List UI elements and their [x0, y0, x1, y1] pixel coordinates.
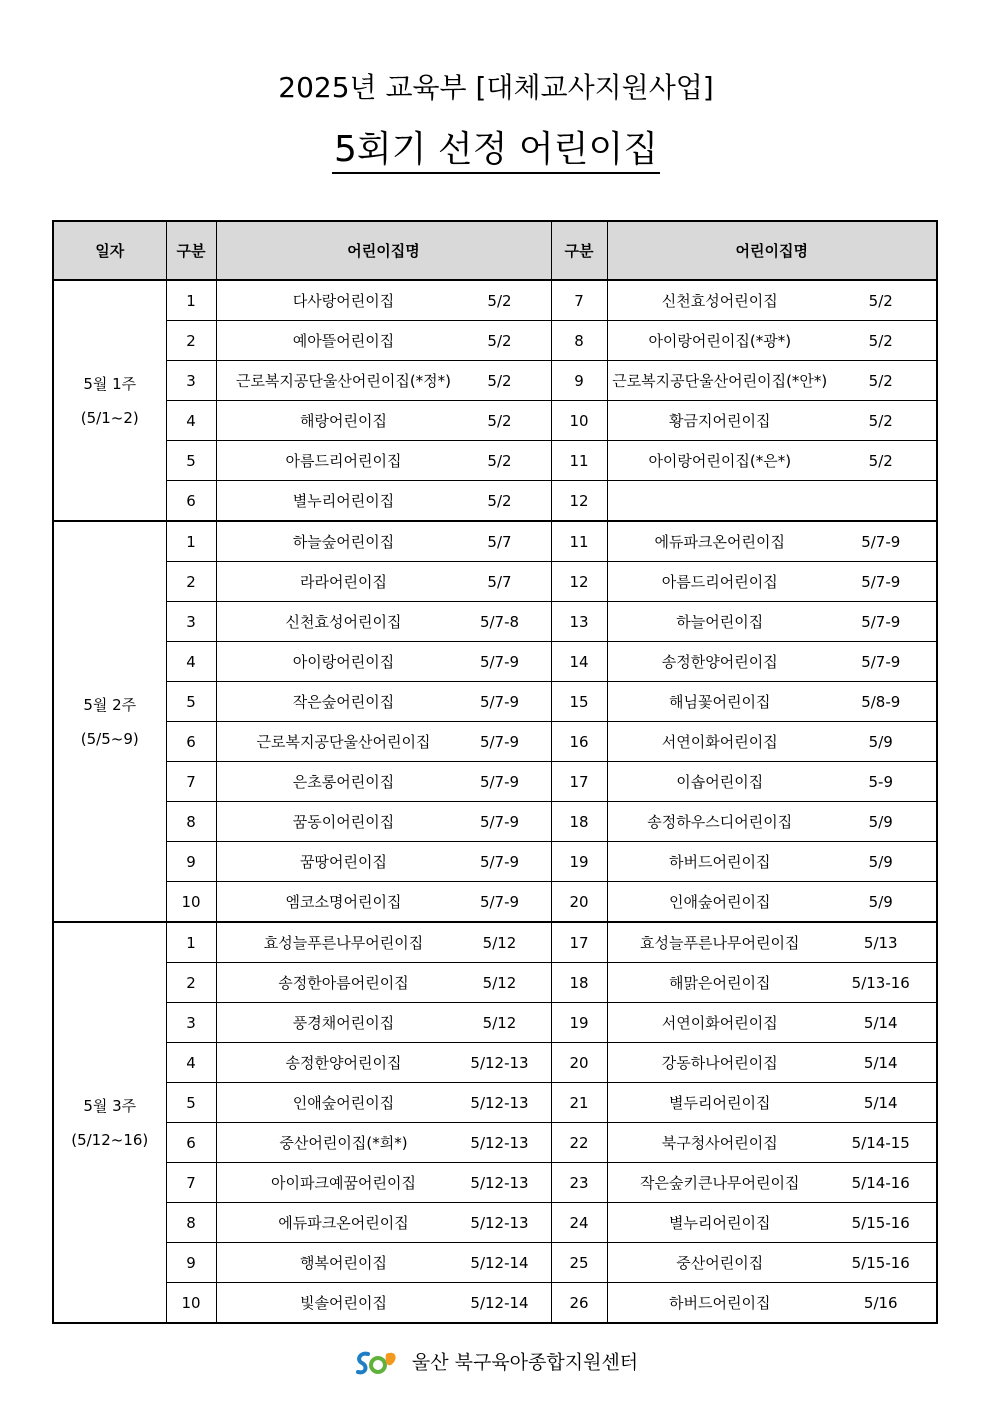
daycare-cell-left: [216, 1283, 551, 1324]
daycare-name-right: 송정하우스디어린이집: [647, 813, 793, 831]
daycare-cell-right: [607, 1163, 937, 1203]
daycare-name-left: 근로복지공단울산어린이집(*정*): [235, 372, 452, 390]
row-number-right: 23: [551, 1163, 607, 1203]
daycare-cell-right: [607, 842, 937, 882]
daycare-name-right: 이솝어린이집: [676, 773, 764, 791]
table-row: [53, 682, 937, 722]
daycare-name-right: 서연이화어린이집: [661, 1014, 778, 1032]
support-date-right: 5/2: [868, 371, 893, 390]
daycare-cell-right: [607, 642, 937, 682]
daycare-name-left: 라라어린이집: [300, 573, 387, 591]
daycare-cell-right: [607, 441, 937, 481]
support-date-right: 5/14: [863, 1013, 898, 1032]
table-row: [53, 1003, 937, 1043]
table-row: [53, 802, 937, 842]
daycare-name-right: 하버드어린이집: [669, 853, 771, 871]
daycare-name-right: 별누리어린이집: [669, 1214, 771, 1232]
table-row: [53, 562, 937, 602]
row-number-left: 4: [166, 401, 216, 441]
table-row: [53, 361, 937, 401]
support-date-left: 5/12-13: [470, 1213, 529, 1232]
week-cell: [53, 922, 166, 1323]
support-date-right: 5/2: [868, 331, 893, 350]
week-range: (5/1~2): [80, 408, 139, 427]
daycare-cell-right: [607, 1203, 937, 1243]
daycare-cell-left: [216, 280, 551, 321]
support-date-right: 5/14: [863, 1093, 898, 1112]
daycare-name-right: 별두리어린이집: [669, 1094, 771, 1112]
row-number-right: 14: [551, 642, 607, 682]
row-number-right: 12: [551, 481, 607, 522]
daycare-cell-right: [607, 802, 937, 842]
support-date-left: 5/12-13: [470, 1133, 529, 1152]
header-name-left: 어린이집명: [216, 221, 551, 280]
daycare-cell-left: [216, 441, 551, 481]
schedule-table: [52, 220, 938, 1324]
support-date-left: 5/2: [487, 291, 512, 310]
support-date-left: 5/7-9: [479, 692, 520, 711]
daycare-name-right: 효성늘푸른나무어린이집: [640, 934, 800, 952]
daycare-cell-left: [216, 642, 551, 682]
row-number-left: 6: [166, 1123, 216, 1163]
support-date-right: 5/9: [868, 732, 893, 751]
support-date-right: 5/2: [868, 411, 893, 430]
footer-org-name: 울산 북구육아종합지원센터: [411, 1351, 639, 1374]
week-cell: [53, 280, 166, 521]
daycare-cell-left: [216, 321, 551, 361]
daycare-cell-right: [607, 963, 937, 1003]
header-name-right: 어린이집명: [607, 221, 937, 280]
daycare-cell-right: [607, 722, 937, 762]
table-row: [53, 441, 937, 481]
daycare-cell-right: [607, 481, 937, 522]
support-date-left: 5/12-13: [470, 1173, 529, 1192]
support-date-right: 5/14-16: [851, 1173, 910, 1192]
daycare-name-left: 다사랑어린이집: [292, 292, 395, 310]
daycare-cell-left: [216, 1003, 551, 1043]
table-row: [53, 521, 937, 562]
daycare-cell-right: [607, 1003, 937, 1043]
daycare-name-right: 아이랑어린이집(*은*): [648, 452, 792, 470]
row-number-left: 1: [166, 280, 216, 321]
row-number-left: 1: [166, 521, 216, 562]
daycare-name-right: 중산어린이집: [676, 1254, 764, 1272]
row-number-right: 24: [551, 1203, 607, 1243]
row-number-left: 3: [166, 361, 216, 401]
document-subtitle: [0, 124, 992, 176]
daycare-cell-left: [216, 1123, 551, 1163]
daycare-cell-right: [607, 1243, 937, 1283]
daycare-name-left: 인애숲어린이집: [292, 1094, 395, 1112]
table-row: [53, 963, 937, 1003]
daycare-cell-left: [216, 722, 551, 762]
row-number-right: 9: [551, 361, 607, 401]
daycare-name-left: 예아뜰어린이집: [292, 332, 395, 350]
daycare-cell-left: [216, 521, 551, 562]
support-date-right: 5/7-9: [861, 572, 901, 591]
support-date-right: 5/9: [868, 812, 893, 831]
row-number-left: 2: [166, 963, 216, 1003]
center-logo-icon: [354, 1348, 400, 1378]
row-number-right: 19: [551, 1003, 607, 1043]
table-row: [53, 842, 937, 882]
daycare-cell-left: [216, 1043, 551, 1083]
daycare-cell-left: [216, 1243, 551, 1283]
daycare-cell-left: [216, 842, 551, 882]
daycare-cell-right: [607, 321, 937, 361]
daycare-name-left: 아이랑어린이집: [292, 653, 395, 671]
support-date-right: 5/9: [868, 852, 893, 871]
daycare-cell-left: [216, 562, 551, 602]
support-date-left: 5/7-9: [479, 812, 520, 831]
daycare-name-right: 인애숲어린이집: [669, 893, 771, 911]
row-number-right: 21: [551, 1083, 607, 1123]
table-row: [53, 602, 937, 642]
daycare-cell-left: [216, 401, 551, 441]
daycare-name-left: 송정한아름어린이집: [278, 974, 409, 992]
support-date-right: 5/15-16: [851, 1213, 910, 1232]
week-cell: [53, 521, 166, 922]
table-body: [53, 280, 937, 1323]
daycare-cell-left: [216, 802, 551, 842]
daycare-name-left: 근로복지공단울산어린이집: [256, 733, 431, 751]
daycare-name-left: 신천효성어린이집: [285, 613, 402, 631]
table-row: [53, 1123, 937, 1163]
daycare-name-left: 꿈땅어린이집: [300, 853, 387, 871]
support-date-left: 5/12-13: [470, 1053, 529, 1072]
table-row: [53, 321, 937, 361]
row-number-right: 25: [551, 1243, 607, 1283]
daycare-name-right: 북구청사어린이집: [661, 1134, 778, 1152]
row-number-left: 3: [166, 602, 216, 642]
support-date-left: 5/2: [487, 411, 512, 430]
week-label: 5월 2주: [83, 695, 137, 714]
support-date-right: 5/14-15: [851, 1133, 910, 1152]
daycare-name-right: 강동하나어린이집: [661, 1054, 778, 1072]
daycare-cell-right: [607, 280, 937, 321]
support-date-right: 5/7-9: [861, 652, 901, 671]
row-number-right: 18: [551, 802, 607, 842]
daycare-name-left: 은초롱어린이집: [292, 773, 395, 791]
daycare-name-left: 에듀파크온어린이집: [278, 1214, 409, 1232]
row-number-left: 5: [166, 682, 216, 722]
daycare-name-left: 중산어린이집(*희*): [279, 1134, 408, 1152]
support-date-left: 5/7: [487, 532, 512, 551]
support-date-left: 5/12: [482, 973, 517, 992]
support-date-left: 5/12-14: [470, 1253, 529, 1272]
row-number-left: 2: [166, 562, 216, 602]
daycare-name-right: 해맑은어린이집: [669, 974, 771, 992]
row-number-right: 20: [551, 1043, 607, 1083]
support-date-right: 5/13-16: [851, 973, 910, 992]
row-number-right: 19: [551, 842, 607, 882]
support-date-left: 5/7-9: [479, 892, 520, 911]
support-date-left: 5/7-9: [479, 852, 520, 871]
row-number-right: 11: [551, 521, 607, 562]
support-date-right: 5/9: [868, 892, 893, 911]
daycare-name-right: 황금지어린이집: [669, 412, 771, 430]
table-row: [53, 1043, 937, 1083]
table-row: [53, 481, 937, 522]
daycare-cell-right: [607, 521, 937, 562]
row-number-right: 16: [551, 722, 607, 762]
table-row: [53, 1083, 937, 1123]
daycare-name-left: 해랑어린이집: [300, 412, 387, 430]
row-number-left: 2: [166, 321, 216, 361]
daycare-cell-right: [607, 602, 937, 642]
daycare-cell-left: [216, 361, 551, 401]
header-no-left: 구분: [166, 221, 216, 280]
row-number-left: 4: [166, 1043, 216, 1083]
row-number-right: 13: [551, 602, 607, 642]
row-number-left: 4: [166, 642, 216, 682]
support-date-right: 5/2: [868, 451, 893, 470]
table-row: [53, 401, 937, 441]
daycare-cell-right: [607, 762, 937, 802]
document-title: 2025년 교육부 [대체교사지원사업]: [278, 71, 714, 104]
daycare-name-left: 엠코소명어린이집: [285, 893, 402, 911]
daycare-name-left: 꿈동이어린이집: [292, 813, 395, 831]
daycare-cell-left: [216, 963, 551, 1003]
footer: [0, 1345, 992, 1380]
row-number-right: 15: [551, 682, 607, 722]
daycare-cell-left: [216, 762, 551, 802]
support-date-left: 5/7-9: [479, 772, 520, 791]
support-date-left: 5/2: [487, 451, 512, 470]
support-date-left: 5/2: [487, 371, 512, 390]
support-date-left: 5/7-9: [479, 652, 520, 671]
row-number-right: 7: [551, 280, 607, 321]
row-number-right: 17: [551, 922, 607, 963]
support-date-left: 5/2: [487, 331, 512, 350]
row-number-left: 3: [166, 1003, 216, 1043]
daycare-name-left: 별누리어린이집: [292, 492, 395, 510]
row-number-right: 26: [551, 1283, 607, 1324]
header-no-right: 구분: [551, 221, 607, 280]
daycare-name-right: 작은숲키큰나무어린이집: [640, 1174, 800, 1192]
daycare-cell-right: [607, 1083, 937, 1123]
support-date-left: 5/7-8: [479, 612, 520, 631]
week-label: 5월 3주: [83, 1096, 137, 1115]
daycare-name-right: 송정한양어린이집: [661, 653, 778, 671]
support-date-right: 5-9: [868, 772, 893, 791]
daycare-name-left: 빛솔어린이집: [300, 1294, 387, 1312]
daycare-name-left: 하늘숲어린이집: [292, 533, 395, 551]
row-number-left: 1: [166, 922, 216, 963]
daycare-name-right: 근로복지공단울산어린이집(*안*): [612, 372, 828, 390]
row-number-right: 8: [551, 321, 607, 361]
daycare-name-left: 아름드리어린이집: [285, 452, 402, 470]
daycare-cell-left: [216, 882, 551, 923]
daycare-name-left: 아이파크예꿈어린이집: [271, 1174, 416, 1192]
daycare-cell-left: [216, 1083, 551, 1123]
support-date-right: 5/7-9: [861, 532, 901, 551]
row-number-left: 5: [166, 1083, 216, 1123]
week-range: (5/12~16): [71, 1130, 149, 1149]
row-number-left: 6: [166, 722, 216, 762]
week-label: 5월 1주: [83, 374, 137, 393]
row-number-right: 11: [551, 441, 607, 481]
table-row: [53, 642, 937, 682]
row-number-left: 10: [166, 882, 216, 923]
table-header-row: [53, 221, 937, 280]
support-date-left: 5/12: [482, 933, 517, 952]
table-row: [53, 882, 937, 923]
daycare-cell-left: [216, 1163, 551, 1203]
support-date-right: 5/14: [863, 1053, 898, 1072]
support-date-left: 5/7-9: [479, 732, 520, 751]
support-date-left: 5/2: [487, 491, 512, 510]
daycare-cell-left: [216, 682, 551, 722]
daycare-name-left: 풍경채어린이집: [292, 1014, 395, 1032]
daycare-name-right: 에듀파크온어린이집: [654, 533, 785, 551]
table-row: [53, 1163, 937, 1203]
support-date-left: 5/12: [482, 1013, 517, 1032]
daycare-name-right: 서연이화어린이집: [661, 733, 778, 751]
support-date-left: 5/12-13: [470, 1093, 529, 1112]
daycare-name-left: 송정한양어린이집: [285, 1054, 402, 1072]
week-range: (5/5~9): [80, 729, 139, 748]
row-number-left: 8: [166, 802, 216, 842]
daycare-name-right: 아이랑어린이집(*광*): [648, 332, 792, 350]
row-number-left: 9: [166, 1243, 216, 1283]
table-row: [53, 762, 937, 802]
daycare-cell-right: [607, 401, 937, 441]
table-row: [53, 1283, 937, 1324]
row-number-right: 22: [551, 1123, 607, 1163]
daycare-name-left: 작은숲어린이집: [292, 693, 395, 711]
daycare-name-right: 하버드어린이집: [669, 1294, 771, 1312]
row-number-right: 18: [551, 963, 607, 1003]
daycare-cell-right: [607, 1043, 937, 1083]
daycare-name-left: 행복어린이집: [300, 1254, 387, 1272]
daycare-cell-right: [607, 882, 937, 923]
daycare-cell-left: [216, 1203, 551, 1243]
row-number-right: 17: [551, 762, 607, 802]
row-number-right: 10: [551, 401, 607, 441]
daycare-cell-right: [607, 361, 937, 401]
daycare-name-right: 해님꽃어린이집: [669, 693, 771, 711]
support-date-right: 5/13: [863, 933, 898, 952]
support-date-right: 5/15-16: [851, 1253, 910, 1272]
support-date-left: 5/12-14: [470, 1293, 529, 1312]
row-number-left: 9: [166, 842, 216, 882]
daycare-name-right: 아름드리어린이집: [661, 573, 778, 591]
row-number-left: 10: [166, 1283, 216, 1324]
table-row: [53, 1243, 937, 1283]
row-number-left: 7: [166, 1163, 216, 1203]
support-date-right: 5/8-9: [861, 692, 901, 711]
daycare-cell-right: [607, 922, 937, 963]
daycare-name-left: 효성늘푸른나무어린이집: [263, 934, 424, 952]
table-row: [53, 922, 937, 963]
support-date-right: 5/16: [863, 1293, 898, 1312]
daycare-cell-right: [607, 682, 937, 722]
daycare-cell-left: [216, 922, 551, 963]
daycare-cell-right: [607, 1123, 937, 1163]
row-number-left: 7: [166, 762, 216, 802]
daycare-cell-right: [607, 1283, 937, 1324]
table-row: [53, 280, 937, 321]
daycare-cell-right: [607, 562, 937, 602]
header-date: 일자: [53, 221, 166, 280]
row-number-left: 8: [166, 1203, 216, 1243]
row-number-left: 6: [166, 481, 216, 522]
table-row: [53, 722, 937, 762]
daycare-cell-left: [216, 481, 551, 522]
table-row: [53, 1203, 937, 1243]
daycare-cell-left: [216, 602, 551, 642]
daycare-name-right: 신천효성어린이집: [661, 292, 778, 310]
row-number-right: 12: [551, 562, 607, 602]
support-date-left: 5/7: [487, 572, 512, 591]
subtitle-text: 5회기 선정 어린이집: [332, 129, 660, 174]
daycare-name-right: 하늘어린이집: [676, 613, 764, 631]
support-date-right: 5/7-9: [861, 612, 901, 631]
support-date-right: 5/2: [868, 291, 893, 310]
row-number-right: 20: [551, 882, 607, 923]
row-number-left: 5: [166, 441, 216, 481]
